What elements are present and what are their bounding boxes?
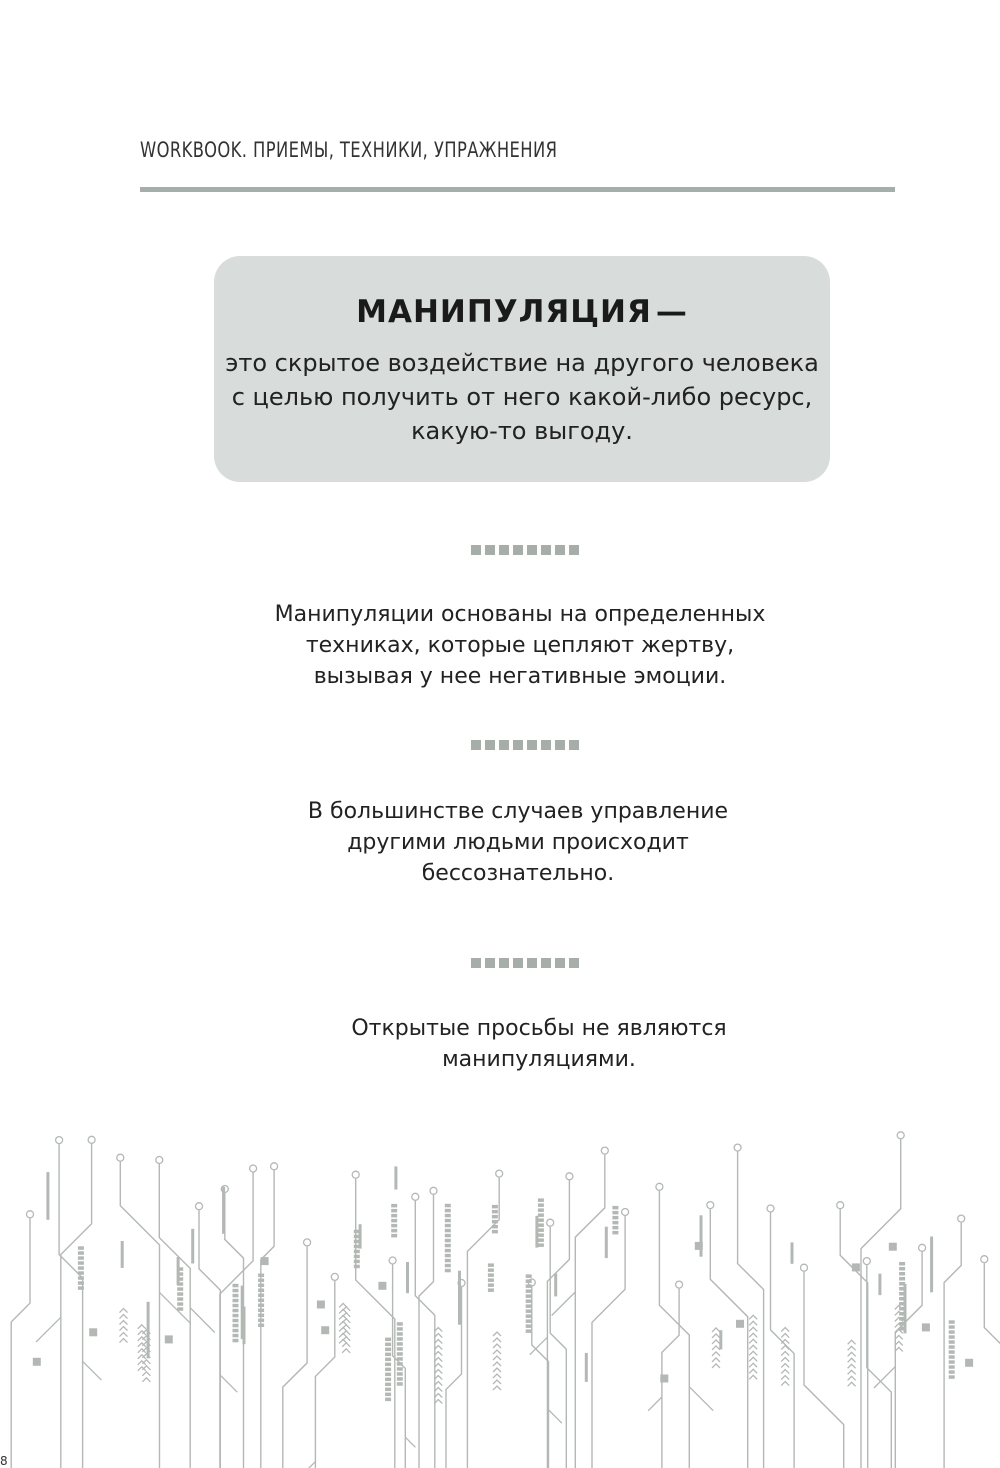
definition-dash: — xyxy=(655,294,688,330)
paragraph-line: другими людьми происходит xyxy=(347,830,689,855)
definition-line: это скрытое воздействие на другого человека xyxy=(225,349,819,377)
definition-box xyxy=(214,256,830,482)
circuit-decoration xyxy=(0,1100,1000,1468)
separator-dots xyxy=(471,740,579,750)
definition-line: с целью получить от него какой-либо ресурс, xyxy=(231,383,813,411)
separator-dots xyxy=(471,545,579,555)
paragraph-line: техниках, которые цепляют жертву, xyxy=(305,633,735,658)
definition-term-line xyxy=(214,294,830,330)
paragraph-line: манипуляциями. xyxy=(442,1047,636,1072)
paragraph-line: вызывая у нее негативные эмоции. xyxy=(313,664,727,689)
paragraph-line: В большинстве случаев управление xyxy=(307,799,729,824)
definition-text xyxy=(214,346,830,448)
paragraph-line: Открытые просьбы не являются xyxy=(351,1016,727,1041)
definition-line: какую-то выгоду. xyxy=(411,417,633,445)
paragraph-2 xyxy=(178,796,858,889)
paragraph-line: бессознательно. xyxy=(421,861,615,886)
header-rule xyxy=(140,187,895,192)
page-number: 8 xyxy=(0,1454,8,1468)
paragraph-1 xyxy=(180,599,860,692)
running-title: WORKBOOK. ПРИЕМЫ, ТЕХНИКИ, УПРАЖНЕНИЯ xyxy=(140,138,558,162)
separator-dots xyxy=(471,958,579,968)
definition-term: МАНИПУЛЯЦИЯ xyxy=(356,294,652,330)
paragraph-3 xyxy=(199,1013,879,1075)
paragraph-line: Манипуляции основаны на определенных xyxy=(274,602,766,627)
